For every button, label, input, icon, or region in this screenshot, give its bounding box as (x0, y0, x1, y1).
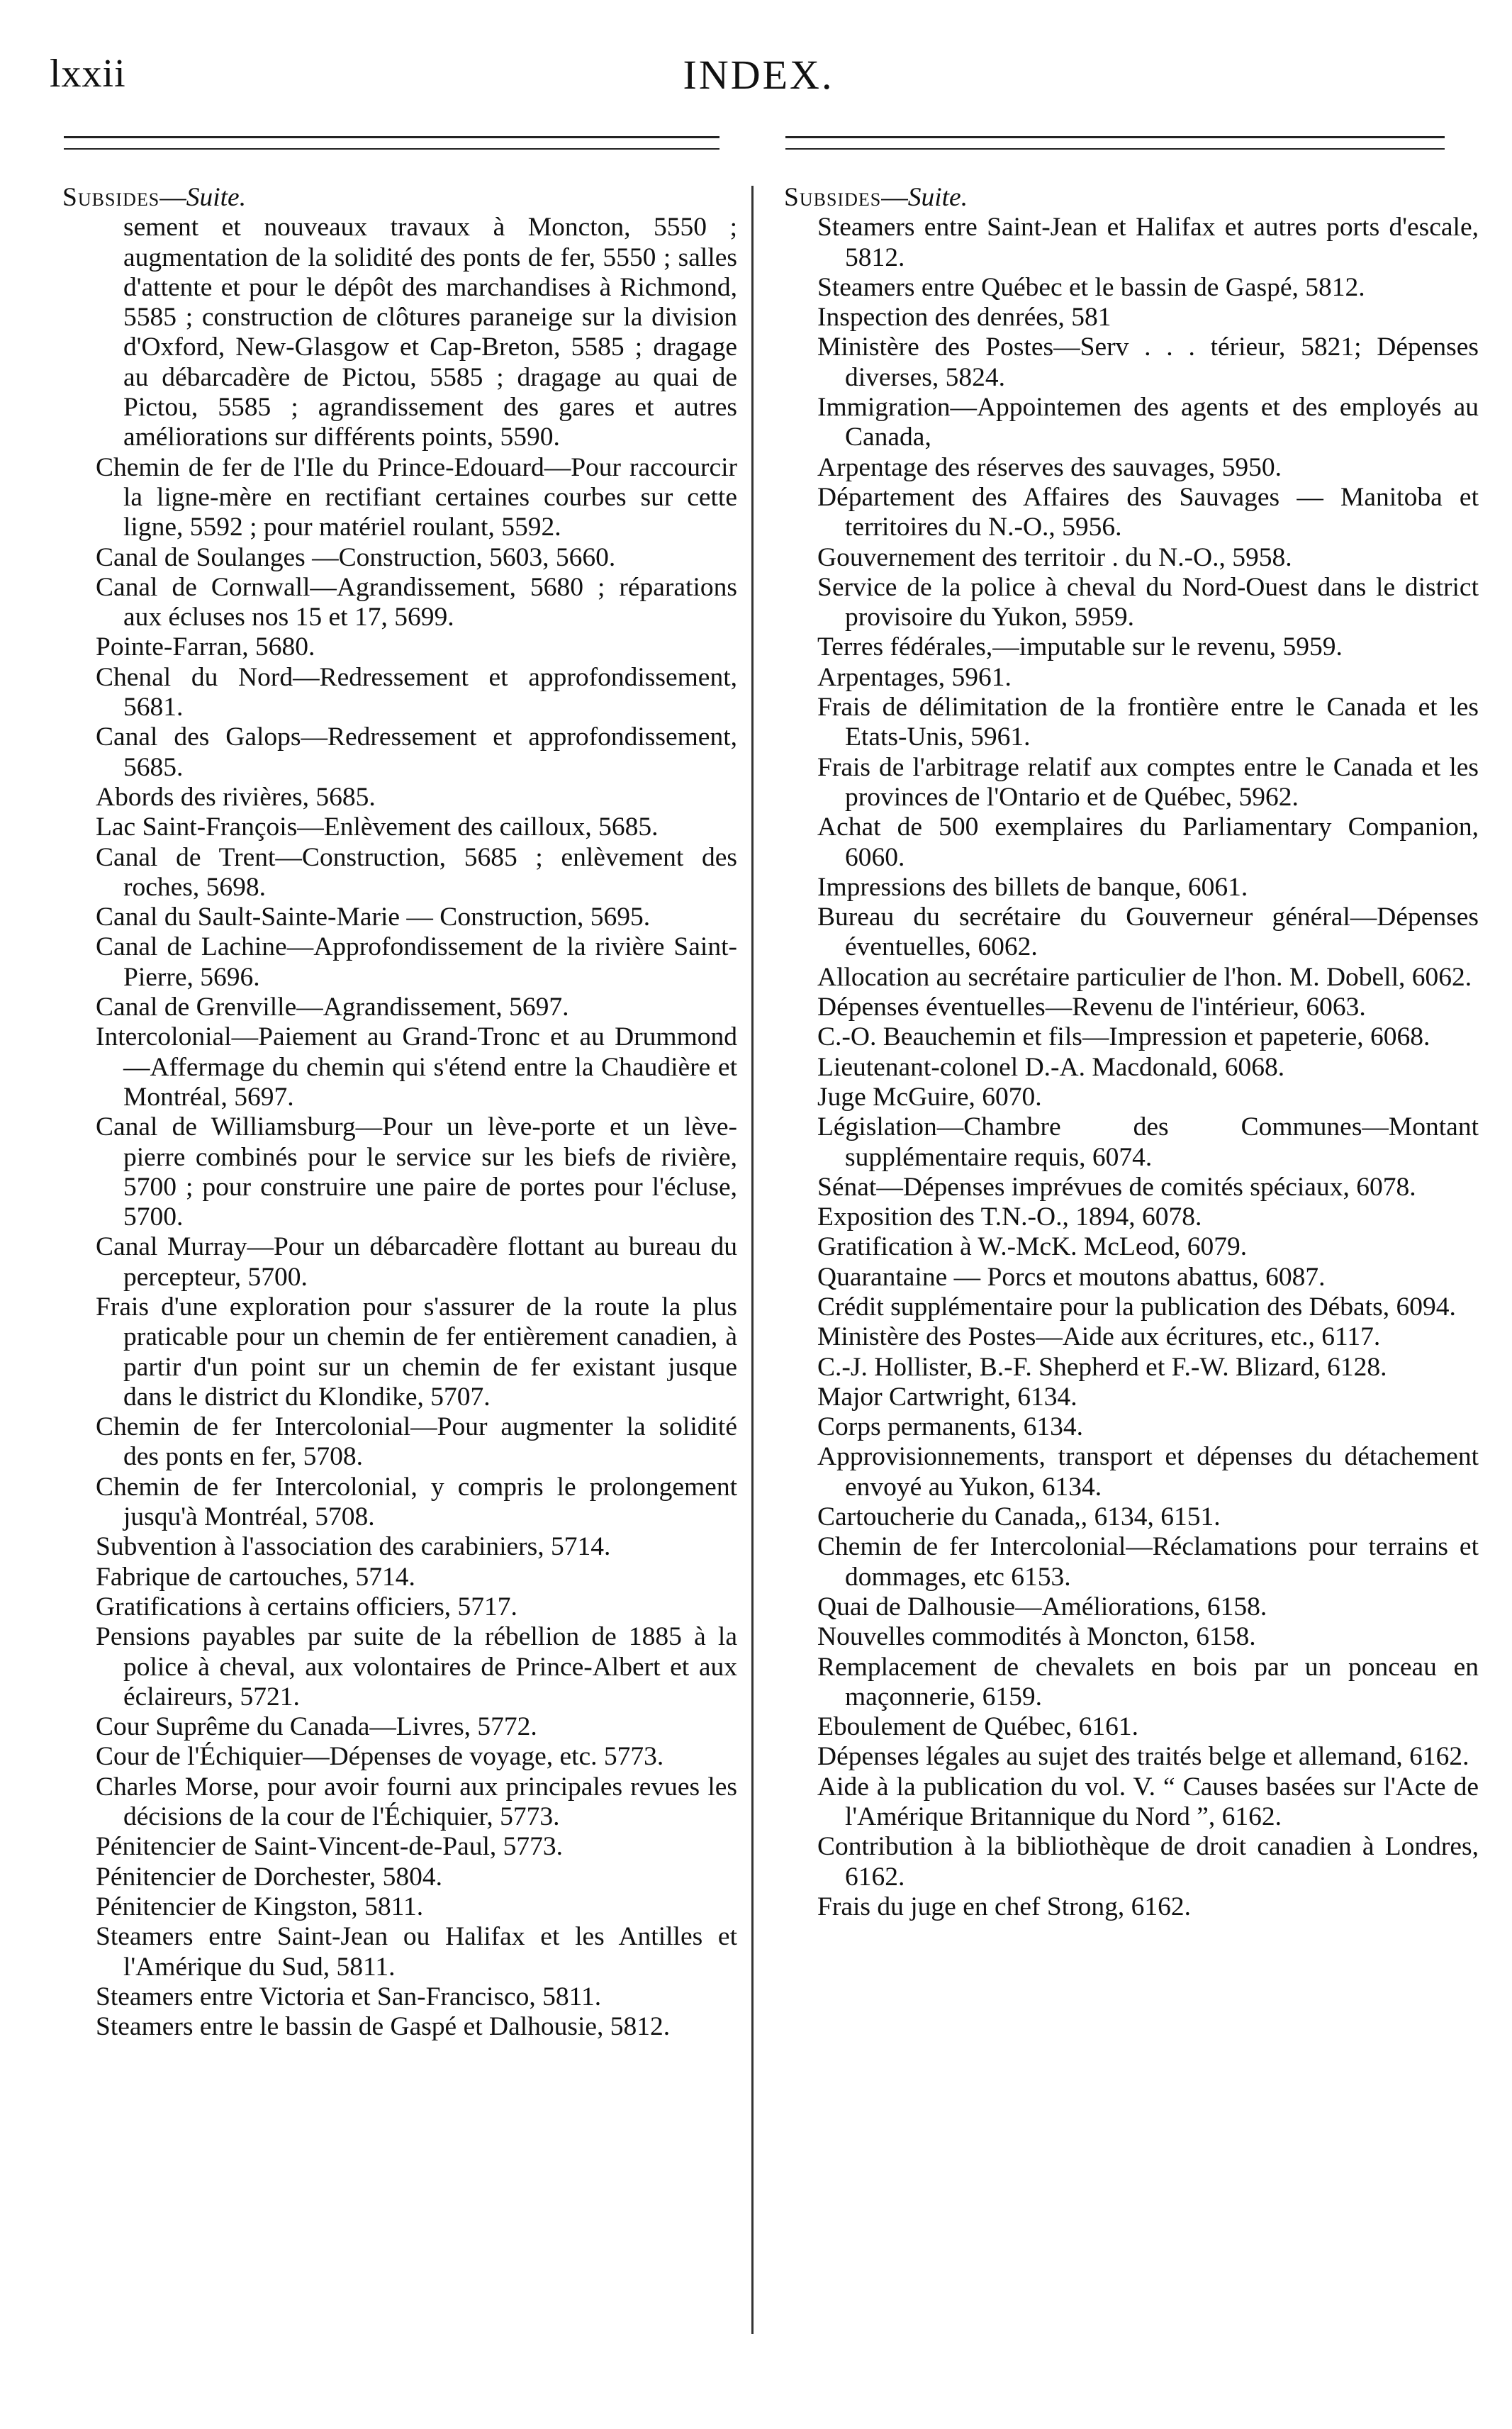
index-entry: Chemin de fer de l'Ile du Prince-Edouard—Pour raccourcir la ligne-mère en rectifiant certaines courbes sur cette ligne, 5592 ; pour matériel roulant, 5592. (96, 452, 737, 542)
continued-entry: sement et nouveaux travaux à Moncton, 5550 ; augmentation de la solidité des ponts de fer, 5550 ; salles d'attente et pour le dépôt des marchandises à Richmond, 5585 ; construction de clôtures paraneige sur la division d'Oxford, New-Glasgow et Cap-Breton, 5585 ; dragage au débarcadère de Pictou, 5585 ; dragage au quai de Pictou, 5585 ; agrandissement des gares et autres améliorations sur différents points, 5590. (123, 213, 737, 452)
page-header (50, 51, 1467, 108)
index-entry: Canal de Grenville—Agrandissement, 5697. (96, 993, 569, 1022)
index-entry: Abords des rivières, 5685. (96, 782, 376, 812)
index-entry: Subvention à l'association des carabiniers, 5714. (96, 1532, 611, 1562)
section-heading: Subsides—Suite. (62, 183, 247, 212)
index-entry: Intercolonial—Paiement au Grand-Tronc et au Drummond—Affermage du chemin qui s'étend entre la Chaudière et Montréal, 5697. (96, 1022, 737, 1112)
index-entry: Major Cartwright, 6134. (817, 1382, 1077, 1412)
index-entry: Chemin de fer Intercolonial—Réclamations pour terrains et dommages, etc 6153. (817, 1532, 1479, 1592)
heading-word: Subsides (62, 183, 160, 212)
index-entry: Cour Suprême du Canada—Livres, 5772. (96, 1712, 537, 1742)
index-entry: Pointe-Farran, 5680. (96, 632, 315, 662)
index-entry: Juge McGuire, 6070. (817, 1082, 1042, 1112)
index-entry: Steamers entre Saint-Jean ou Halifax et les Antilles et l'Amérique du Sud, 5811. (96, 1922, 737, 1982)
index-entry: Service de la police à cheval du Nord-Ouest dans le district provisoire du Yukon, 5959. (817, 572, 1479, 632)
index-entry: Charles Morse, pour avoir fourni aux principales revues les décisions de la cour de l'Échiquier, 5773. (96, 1772, 737, 1832)
index-entry: Fabrique de cartouches, 5714. (96, 1562, 415, 1592)
index-entry: Département des Affaires des Sauvages — Manitoba et territoires du N.-O., 5956. (817, 482, 1479, 542)
index-entry: Sénat—Dépenses imprévues de comités spéciaux, 6078. (817, 1172, 1416, 1202)
index-entry: Lieutenant-colonel D.-A. Macdonald, 6068. (817, 1052, 1285, 1082)
index-entry: Crédit supplémentaire pour la publication des Débats, 6094. (817, 1292, 1456, 1322)
index-entry: Gratification à W.-McK. McLeod, 6079. (817, 1232, 1248, 1262)
index-entry: Cour de l'Échiquier—Dépenses de voyage, etc. 5773. (96, 1742, 664, 1772)
index-entry: Impressions des billets de banque, 6061. (817, 872, 1248, 902)
right-column (784, 183, 1479, 1922)
running-title: INDEX. (683, 52, 834, 98)
index-entry: Approvisionnements, transport et dépenses du détachement envoyé au Yukon, 6134. (817, 1442, 1479, 1502)
index-entry: C.-O. Beauchemin et fils—Impression et papeterie, 6068. (817, 1022, 1430, 1052)
index-entry: Frais du juge en chef Strong, 6162. (817, 1892, 1191, 1921)
index-entry: Eboulement de Québec, 6161. (817, 1712, 1138, 1742)
page-number: lxxii (50, 52, 126, 96)
heading-suffix: Suite. (186, 183, 247, 212)
index-entry: Canal des Galops—Redressement et approfondissement, 5685. (96, 722, 737, 782)
left-entry-list (62, 453, 737, 2043)
index-entry: Pensions payables par suite de la rébellion de 1885 à la police à cheval, aux volontaires de Prince-Albert et aux éclaireurs, 5721. (96, 1622, 737, 1712)
column-divider (751, 186, 754, 2334)
right-entry-list (784, 213, 1479, 1922)
index-entry: Aide à la publication du vol. V. “ Causes basées sur l'Acte de l'Amérique Britannique du Nord ”, 6162. (817, 1772, 1479, 1832)
index-entry: Canal de Lachine—Approfondissement de la rivière Saint-Pierre, 5696. (96, 932, 737, 992)
index-entry: Canal de Trent—Construction, 5685 ; enlèvement des roches, 5698. (96, 842, 737, 902)
index-entry: Frais de délimitation de la frontière entre le Canada et les Etats-Unis, 5961. (817, 693, 1479, 752)
index-entry: Pénitencier de Dorchester, 5804. (96, 1862, 442, 1892)
index-entry: Législation—Chambre des Communes—Montant supplémentaire requis, 6074. (817, 1112, 1479, 1172)
index-entry: Frais d'une exploration pour s'assurer de la route la plus praticable pour un chemin de fer entièrement canadien, à partir d'un point sur un chemin de fer existant jusque dans le district du Klondike, 5707. (96, 1292, 737, 1412)
index-entry: Exposition des T.N.-O., 1894, 6078. (817, 1202, 1202, 1232)
left-column (62, 183, 737, 2042)
index-entry: Dépenses éventuelles—Revenu de l'intérieur, 6063. (817, 993, 1366, 1022)
index-entry: Chemin de fer Intercolonial—Pour augmenter la solidité des ponts en fer, 5708. (96, 1412, 737, 1472)
heading-word: Subsides (784, 183, 882, 212)
index-entry: Canal de Soulanges —Construction, 5603, 5660. (96, 542, 616, 572)
index-entry: Canal de Williamsburg—Pour un lève-porte et un lève-pierre combinés pour le service sur les biefs de rivière, 5700 ; pour construire une paire de portes pour l'écluse, 5700. (96, 1112, 737, 1232)
index-entry: Cartoucherie du Canada,, 6134, 6151. (817, 1502, 1221, 1532)
index-entry: Steamers entre Saint-Jean et Halifax et autres ports d'escale, 5812. (817, 213, 1479, 272)
index-entry: Lac Saint-François—Enlèvement des cailloux, 5685. (96, 813, 659, 842)
index-entry: Pénitencier de Kingston, 5811. (96, 1892, 424, 1921)
header-rule-right (785, 136, 1445, 150)
index-entry: Frais de l'arbitrage relatif aux comptes entre le Canada et les provinces de l'Ontario et de Québec, 5962. (817, 752, 1479, 812)
index-entry: Contribution à la bibliothèque de droit canadien à Londres, 6162. (817, 1832, 1479, 1892)
index-entry: Pénitencier de Saint-Vincent-de-Paul, 5773. (96, 1832, 564, 1862)
index-entry: Achat de 500 exemplaires du Parliamentary Companion, 6060. (817, 813, 1479, 872)
index-entry: Canal Murray—Pour un débarcadère flottant au bureau du percepteur, 5700. (96, 1232, 737, 1292)
index-entry: Arpentages, 5961. (817, 662, 1012, 692)
index-entry: C.-J. Hollister, B.-F. Shepherd et F.-W. Blizard, 6128. (817, 1352, 1387, 1382)
index-entry: Steamers entre Québec et le bassin de Gaspé, 5812. (817, 272, 1365, 302)
index-entry: Terres fédérales,—imputable sur le revenu, 5959. (817, 632, 1343, 662)
index-entry: Quarantaine — Porcs et moutons abattus, 6087. (817, 1262, 1326, 1292)
index-entry: Dépenses légales au sujet des traités belge et allemand, 6162. (817, 1742, 1469, 1772)
index-entry: Arpentage des réserves des sauvages, 5950. (817, 452, 1282, 482)
index-entry: Ministère des Postes—Serv . . . térieur, 5821; Dépenses diverses, 5824. (817, 333, 1479, 392)
index-entry: Allocation au secrétaire particulier de l'hon. M. Dobell, 6062. (817, 962, 1472, 992)
index-entry: Corps permanents, 6134. (817, 1412, 1083, 1442)
index-entry: Immigration—Appointemen des agents et des employés au Canada, (817, 393, 1479, 452)
index-entry: Remplacement de chevalets en bois par un ponceau en maçonnerie, 6159. (817, 1652, 1479, 1712)
index-entry: Steamers entre le bassin de Gaspé et Dalhousie, 5812. (96, 2012, 671, 2042)
index-entry: Chenal du Nord—Redressement et approfondissement, 5681. (96, 662, 737, 722)
index-entry: Nouvelles commodités à Moncton, 6158. (817, 1622, 1256, 1652)
index-entry: Gouvernement des territoir . du N.-O., 5958. (817, 542, 1292, 572)
section-heading: Subsides—Suite. (784, 183, 968, 212)
index-entry: Ministère des Postes—Aide aux écritures, etc., 6117. (817, 1322, 1381, 1352)
index-entry: Steamers entre Victoria et San-Francisco, 5811. (96, 1982, 602, 2011)
index-entry: Gratifications à certains officiers, 5717. (96, 1592, 517, 1621)
heading-suffix: Suite. (907, 183, 968, 212)
index-entry: Canal de Cornwall—Agrandissement, 5680 ; réparations aux écluses nos 15 et 17, 5699. (96, 572, 737, 632)
header-rule-left (64, 136, 719, 150)
index-entry: Chemin de fer Intercolonial, y compris le prolongement jusqu'à Montréal, 5708. (96, 1472, 737, 1532)
index-entry: Bureau du secrétaire du Gouverneur général—Dépenses éventuelles, 6062. (817, 903, 1479, 962)
index-entry: Inspection des denrées, 581 (817, 303, 1111, 333)
index-entry: Quai de Dalhousie—Améliorations, 6158. (817, 1592, 1267, 1621)
index-entry: Canal du Sault-Sainte-Marie — Construction, 5695. (96, 903, 651, 932)
